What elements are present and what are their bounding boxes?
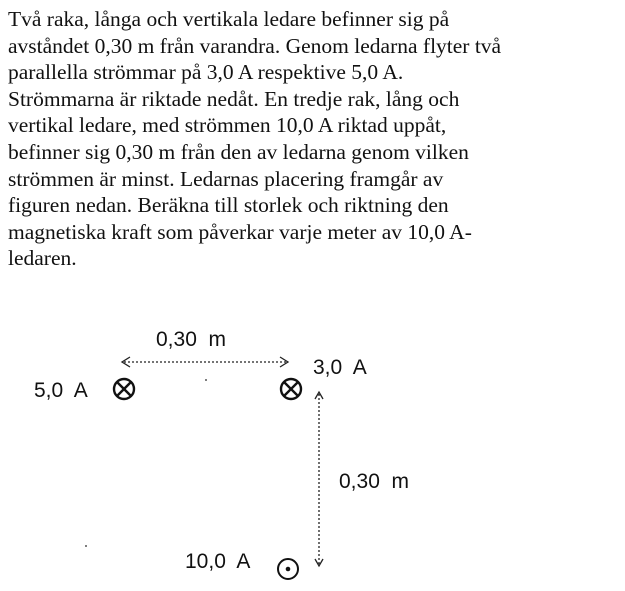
wire-right-cross-icon <box>281 379 301 399</box>
problem-line: figuren nedan. Beräkna till storlek och riktning den <box>8 193 449 218</box>
problem-line: parallella strömmar på 3,0 A respektive 5,0 A. <box>8 60 404 85</box>
wire-left-current-label: 5,0 A <box>34 379 88 402</box>
wire-left-cross-icon <box>114 379 134 399</box>
problem-line: Två raka, långa och vertikala ledare befinner sig på <box>8 7 450 31</box>
problem-statement <box>8 6 618 272</box>
wire-bottom-current-label: 10,0 A <box>185 550 251 573</box>
vertical-distance-arrow <box>315 392 323 566</box>
problem-line: vertikal ledare, med strömmen 10,0 A riktad uppåt, <box>8 113 447 138</box>
problem-line: magnetiska kraft som påverkar varje meter av 10,0 A- <box>8 219 472 244</box>
problem-line: befinner sig 0,30 m från den av ledarna genom vilken <box>8 139 469 164</box>
horizontal-distance-arrow <box>122 357 288 367</box>
scan-speck <box>85 545 87 547</box>
problem-line: ledaren. <box>8 246 77 271</box>
scan-speck <box>205 379 207 381</box>
problem-line: Strömmarna är riktade nedåt. En tredje rak, lång och <box>8 86 460 111</box>
wire-figure <box>0 320 625 591</box>
wire-right-current-label: 3,0 A <box>313 356 367 379</box>
wire-bottom-dot-icon <box>278 559 298 579</box>
horizontal-distance-label: 0,30 m <box>156 328 227 351</box>
problem-line: avståndet 0,30 m från varandra. Genom ledarna flyter två <box>8 33 502 58</box>
vertical-distance-label: 0,30 m <box>339 470 410 493</box>
problem-line: strömmen är minst. Ledarnas placering framgår av <box>8 166 444 191</box>
